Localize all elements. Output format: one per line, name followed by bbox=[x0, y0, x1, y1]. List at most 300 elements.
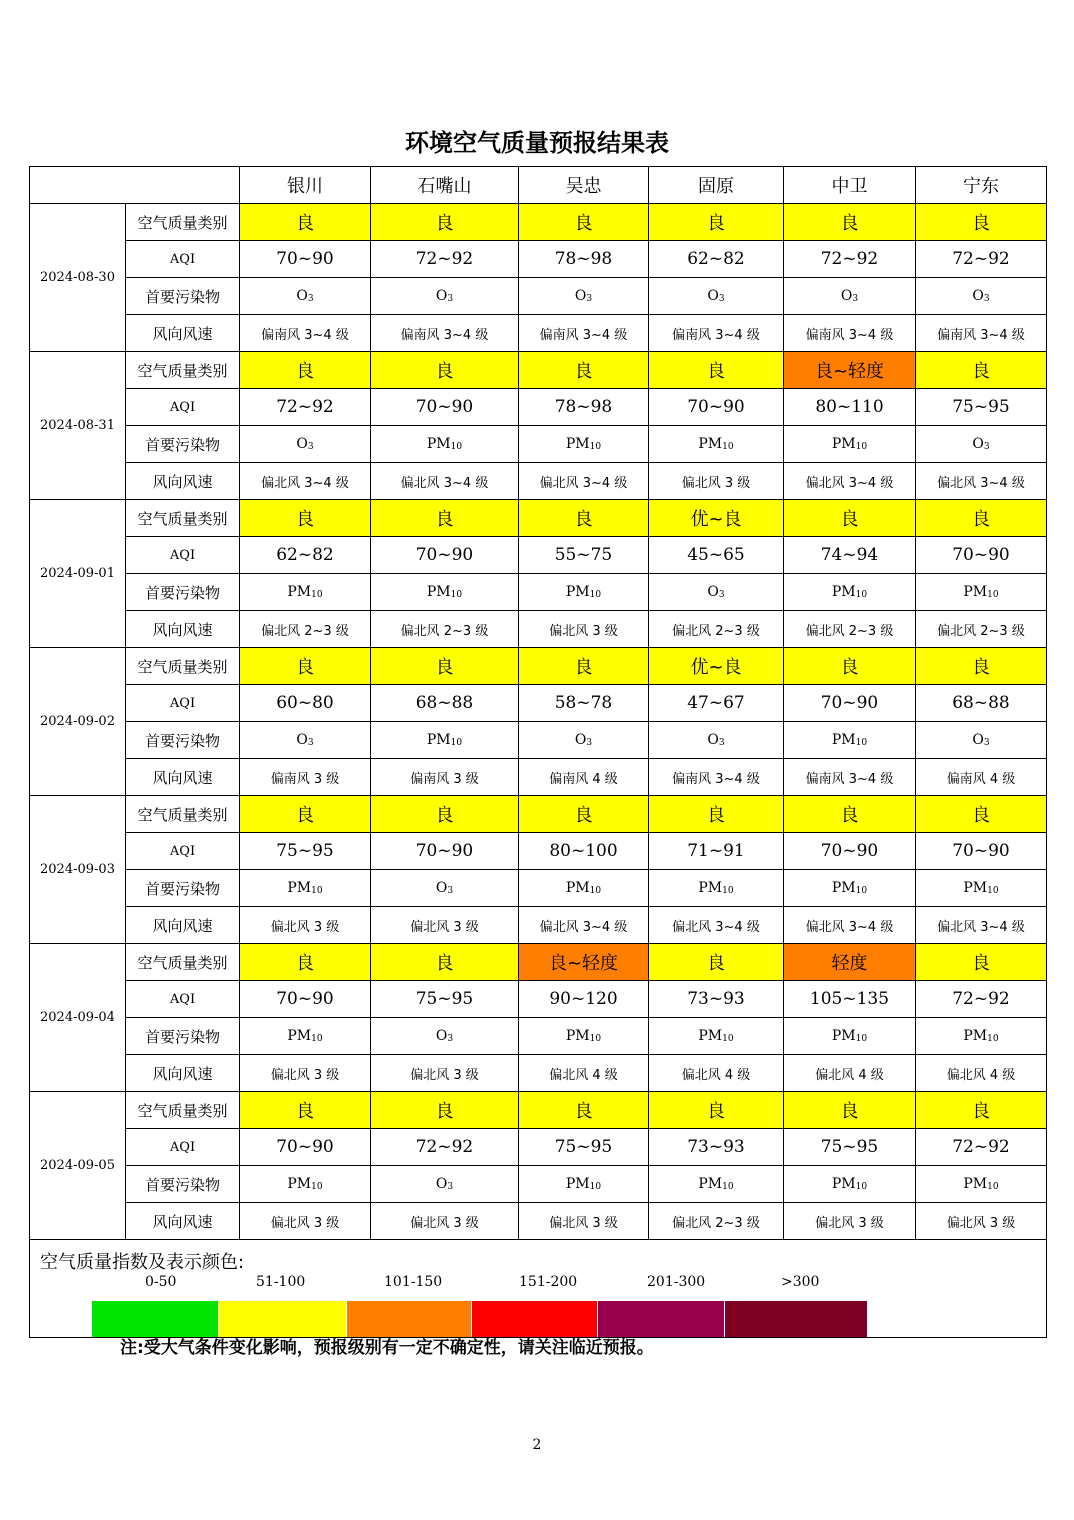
category-cell: 良 bbox=[519, 352, 649, 389]
wind-cell: 偏南风 4 级 bbox=[519, 759, 649, 796]
pollutant-cell bbox=[371, 574, 519, 611]
wind-cell: 偏南风 4 级 bbox=[916, 759, 1047, 796]
pollutant-name: O bbox=[707, 288, 719, 304]
pollutant-subscript: 10 bbox=[987, 1182, 999, 1192]
wind-cell: 偏北风 2~3 级 bbox=[916, 611, 1047, 648]
table-row bbox=[30, 1129, 1047, 1166]
row-label-category: 空气质量类别 bbox=[126, 944, 240, 981]
aqi-cell: 70~90 bbox=[784, 833, 916, 870]
wind-cell: 偏北风 2~3 级 bbox=[649, 611, 784, 648]
pollutant-name: O bbox=[574, 732, 587, 748]
city-header: 固原 bbox=[649, 167, 784, 204]
table-row bbox=[30, 574, 1047, 611]
aqi-cell: 72~92 bbox=[916, 1129, 1047, 1166]
wind-cell: 偏南风 3~4 级 bbox=[240, 315, 371, 352]
legend-swatch bbox=[598, 1301, 724, 1337]
wind-cell: 偏北风 3 级 bbox=[916, 1203, 1047, 1240]
aqi-cell: 71~91 bbox=[649, 833, 784, 870]
pollutant-cell bbox=[649, 1018, 784, 1055]
category-cell: 良 bbox=[240, 352, 371, 389]
page-title: 环境空气质量预报结果表 bbox=[405, 129, 669, 157]
wind-cell: 偏北风 3~4 级 bbox=[519, 463, 649, 500]
aqi-cell: 70~90 bbox=[916, 833, 1047, 870]
wind-cell: 偏北风 3~4 级 bbox=[916, 463, 1047, 500]
category-cell: 良 bbox=[371, 352, 519, 389]
wind-cell: 偏南风 3~4 级 bbox=[519, 315, 649, 352]
category-cell: 良 bbox=[371, 648, 519, 685]
pollutant-cell bbox=[240, 1018, 371, 1055]
row-label-aqi: AQI bbox=[126, 537, 240, 574]
row-label-pollutant: 首要污染物 bbox=[126, 1166, 240, 1203]
pollutant-name: O bbox=[574, 288, 587, 304]
wind-cell: 偏北风 3 级 bbox=[371, 1055, 519, 1092]
pollutant-subscript: 10 bbox=[311, 1034, 323, 1044]
pollutant-subscript: 10 bbox=[855, 886, 868, 896]
pollutant-cell bbox=[371, 1018, 519, 1055]
pollutant-name: O bbox=[296, 288, 308, 304]
pollutant-name: PM bbox=[565, 436, 590, 452]
pollutant-subscript: 10 bbox=[855, 590, 868, 600]
aqi-cell: 70~90 bbox=[649, 389, 784, 426]
row-label-pollutant: 首要污染物 bbox=[126, 722, 240, 759]
wind-cell: 偏北风 3 级 bbox=[519, 1203, 649, 1240]
pollutant-subscript: 3 bbox=[983, 294, 990, 304]
category-cell: 良 bbox=[240, 648, 371, 685]
legend-swatch bbox=[92, 1301, 218, 1337]
table-row bbox=[30, 1166, 1047, 1203]
pollutant-name: O bbox=[296, 732, 308, 748]
pollutant-name: PM bbox=[565, 880, 590, 896]
row-label-wind: 风向风速 bbox=[126, 907, 240, 944]
table-row bbox=[30, 1203, 1047, 1240]
pollutant-cell bbox=[519, 870, 649, 907]
pollutant-name: PM bbox=[831, 732, 856, 748]
pollutant-name: O bbox=[972, 288, 984, 304]
aqi-cell: 75~95 bbox=[784, 1129, 916, 1166]
pollutant-subscript: 10 bbox=[855, 738, 868, 748]
wind-cell: 偏北风 3~4 级 bbox=[784, 907, 916, 944]
table-row bbox=[30, 870, 1047, 907]
aqi-cell: 58~78 bbox=[519, 685, 649, 722]
date-cell: 2024-09-04 bbox=[30, 944, 126, 1092]
pollutant-subscript: 3 bbox=[718, 294, 725, 304]
city-header: 银川 bbox=[240, 167, 371, 204]
wind-cell: 偏北风 3~4 级 bbox=[784, 463, 916, 500]
pollutant-cell bbox=[371, 426, 519, 463]
category-cell: 良 bbox=[519, 796, 649, 833]
wind-cell: 偏南风 3~4 级 bbox=[649, 315, 784, 352]
aqi-cell: 75~95 bbox=[240, 833, 371, 870]
wind-cell: 偏北风 3~4 级 bbox=[519, 907, 649, 944]
category-cell: 优~良 bbox=[649, 500, 784, 537]
row-label-category: 空气质量类别 bbox=[126, 1092, 240, 1129]
pollutant-name: PM bbox=[963, 584, 988, 600]
pollutant-name: PM bbox=[565, 1176, 590, 1192]
wind-cell: 偏北风 3 级 bbox=[240, 907, 371, 944]
category-cell: 优~良 bbox=[649, 648, 784, 685]
table-row bbox=[30, 907, 1047, 944]
pollutant-name: O bbox=[707, 732, 719, 748]
pollutant-subscript: 10 bbox=[722, 1034, 734, 1044]
pollutant-subscript: 10 bbox=[987, 886, 999, 896]
aqi-cell: 68~88 bbox=[371, 685, 519, 722]
row-label-wind: 风向风速 bbox=[126, 1203, 240, 1240]
pollutant-name: PM bbox=[831, 1028, 856, 1044]
wind-cell: 偏北风 3 级 bbox=[784, 1203, 916, 1240]
forecast-note: 注:受大气条件变化影响，预报级别有一定不确定性，请关注临近预报。 bbox=[120, 1338, 654, 1358]
legend-swatch bbox=[219, 1301, 346, 1337]
table-row bbox=[30, 1018, 1047, 1055]
pollutant-name: PM bbox=[831, 436, 856, 452]
wind-cell: 偏北风 3~4 级 bbox=[649, 907, 784, 944]
aqi-cell: 74~94 bbox=[784, 537, 916, 574]
pollutant-subscript: 10 bbox=[311, 590, 323, 600]
wind-cell: 偏北风 4 级 bbox=[784, 1055, 916, 1092]
legend-range-label: 51-100 bbox=[256, 1274, 306, 1290]
pollutant-cell bbox=[649, 1166, 784, 1203]
category-cell: 良 bbox=[371, 944, 519, 981]
aqi-cell: 70~90 bbox=[371, 833, 519, 870]
pollutant-subscript: 10 bbox=[450, 442, 463, 452]
table-row bbox=[30, 315, 1047, 352]
aqi-cell: 75~95 bbox=[519, 1129, 649, 1166]
city-header: 宁东 bbox=[916, 167, 1047, 204]
legend-swatch bbox=[725, 1301, 867, 1337]
pollutant-cell bbox=[240, 574, 371, 611]
table-row bbox=[30, 500, 1047, 537]
pollutant-name: O bbox=[972, 436, 984, 452]
pollutant-cell bbox=[240, 426, 371, 463]
pollutant-cell bbox=[240, 722, 371, 759]
pollutant-subscript: 10 bbox=[722, 1182, 734, 1192]
pollutant-subscript: 3 bbox=[447, 886, 454, 896]
pollutant-name: PM bbox=[831, 584, 856, 600]
pollutant-name: PM bbox=[698, 880, 723, 896]
legend-range-label: 101-150 bbox=[384, 1274, 443, 1290]
pollutant-cell bbox=[649, 574, 784, 611]
pollutant-name: O bbox=[972, 732, 984, 748]
pollutant-subscript: 3 bbox=[718, 738, 725, 748]
aqi-cell: 60~80 bbox=[240, 685, 371, 722]
pollutant-cell bbox=[916, 426, 1047, 463]
category-cell: 良 bbox=[649, 796, 784, 833]
pollutant-cell bbox=[371, 722, 519, 759]
aqi-cell: 70~90 bbox=[371, 389, 519, 426]
row-label-category: 空气质量类别 bbox=[126, 500, 240, 537]
pollutant-name: O bbox=[296, 436, 308, 452]
row-label-category: 空气质量类别 bbox=[126, 648, 240, 685]
city-header: 吴忠 bbox=[519, 167, 649, 204]
pollutant-cell bbox=[784, 574, 916, 611]
category-cell: 良 bbox=[784, 500, 916, 537]
pollutant-cell bbox=[784, 1166, 916, 1203]
category-cell: 良 bbox=[916, 352, 1047, 389]
category-cell: 轻度 bbox=[784, 944, 916, 981]
aqi-cell: 68~88 bbox=[916, 685, 1047, 722]
row-label-aqi: AQI bbox=[126, 241, 240, 278]
category-cell: 良 bbox=[916, 204, 1047, 241]
row-label-wind: 风向风速 bbox=[126, 611, 240, 648]
row-label-pollutant: 首要污染物 bbox=[126, 870, 240, 907]
row-label-wind: 风向风速 bbox=[126, 759, 240, 796]
pollutant-name: PM bbox=[831, 880, 856, 896]
legend-row bbox=[30, 1240, 1047, 1338]
wind-cell: 偏北风 2~3 级 bbox=[371, 611, 519, 648]
pollutant-name: O bbox=[435, 288, 448, 304]
legend-range-label: 151-200 bbox=[519, 1274, 578, 1290]
wind-cell: 偏北风 3 级 bbox=[240, 1055, 371, 1092]
row-label-wind: 风向风速 bbox=[126, 463, 240, 500]
pollutant-name: O bbox=[435, 1028, 448, 1044]
aqi-cell: 47~67 bbox=[649, 685, 784, 722]
aqi-cell: 72~92 bbox=[371, 1129, 519, 1166]
category-cell: 良 bbox=[649, 352, 784, 389]
pollutant-name: PM bbox=[963, 880, 988, 896]
table-row bbox=[30, 537, 1047, 574]
pollutant-subscript: 3 bbox=[983, 442, 990, 452]
aqi-cell: 70~90 bbox=[240, 241, 371, 278]
pollutant-cell bbox=[371, 870, 519, 907]
pollutant-subscript: 10 bbox=[450, 590, 463, 600]
pollutant-cell bbox=[916, 1166, 1047, 1203]
wind-cell: 偏南风 3~4 级 bbox=[371, 315, 519, 352]
category-cell: 良 bbox=[784, 796, 916, 833]
pollutant-subscript: 10 bbox=[855, 1034, 868, 1044]
pollutant-cell bbox=[649, 722, 784, 759]
row-label-category: 空气质量类别 bbox=[126, 796, 240, 833]
pollutant-name: PM bbox=[287, 1028, 312, 1044]
aqi-cell: 80~100 bbox=[519, 833, 649, 870]
category-cell: 良 bbox=[240, 1092, 371, 1129]
pollutant-cell bbox=[916, 574, 1047, 611]
aqi-cell: 72~92 bbox=[916, 241, 1047, 278]
aqi-cell: 72~92 bbox=[371, 241, 519, 278]
aqi-cell: 78~98 bbox=[519, 389, 649, 426]
pollutant-cell bbox=[240, 1166, 371, 1203]
row-label-pollutant: 首要污染物 bbox=[126, 426, 240, 463]
aqi-cell: 73~93 bbox=[649, 981, 784, 1018]
table-row bbox=[30, 796, 1047, 833]
pollutant-name: PM bbox=[565, 1028, 590, 1044]
pollutant-cell bbox=[916, 722, 1047, 759]
wind-cell: 偏北风 3 级 bbox=[649, 463, 784, 500]
aqi-cell: 70~90 bbox=[240, 981, 371, 1018]
pollutant-subscript: 10 bbox=[589, 442, 602, 452]
wind-cell: 偏南风 3~4 级 bbox=[784, 759, 916, 796]
pollutant-subscript: 10 bbox=[589, 886, 602, 896]
wind-cell: 偏南风 3~4 级 bbox=[916, 315, 1047, 352]
row-label-pollutant: 首要污染物 bbox=[126, 278, 240, 315]
category-cell: 良 bbox=[916, 796, 1047, 833]
pollutant-cell bbox=[649, 278, 784, 315]
table-row bbox=[30, 1092, 1047, 1129]
pollutant-subscript: 10 bbox=[987, 590, 999, 600]
legend-range-label: >300 bbox=[781, 1274, 820, 1290]
aqi-cell: 72~92 bbox=[784, 241, 916, 278]
wind-cell: 偏北风 3 级 bbox=[240, 1203, 371, 1240]
pollutant-subscript: 10 bbox=[722, 442, 734, 452]
category-cell: 良 bbox=[916, 1092, 1047, 1129]
pollutant-name: PM bbox=[565, 584, 590, 600]
wind-cell: 偏北风 4 级 bbox=[519, 1055, 649, 1092]
pollutant-subscript: 10 bbox=[722, 886, 734, 896]
aqi-cell: 80~110 bbox=[784, 389, 916, 426]
pollutant-cell bbox=[519, 574, 649, 611]
pollutant-name: PM bbox=[963, 1176, 988, 1192]
pollutant-cell bbox=[784, 278, 916, 315]
pollutant-subscript: 3 bbox=[852, 294, 859, 304]
pollutant-cell bbox=[649, 870, 784, 907]
row-label-pollutant: 首要污染物 bbox=[126, 1018, 240, 1055]
pollutant-cell bbox=[519, 1018, 649, 1055]
wind-cell: 偏北风 3 级 bbox=[519, 611, 649, 648]
wind-cell: 偏南风 3~4 级 bbox=[649, 759, 784, 796]
date-cell: 2024-08-31 bbox=[30, 352, 126, 500]
aqi-cell: 72~92 bbox=[240, 389, 371, 426]
aqi-cell: 72~92 bbox=[916, 981, 1047, 1018]
pollutant-name: PM bbox=[698, 436, 723, 452]
legend-swatch bbox=[472, 1301, 597, 1337]
table-row bbox=[30, 722, 1047, 759]
wind-cell: 偏北风 3 级 bbox=[371, 1203, 519, 1240]
table-row bbox=[30, 389, 1047, 426]
pollutant-subscript: 3 bbox=[307, 294, 314, 304]
page-number: 2 bbox=[532, 1437, 542, 1453]
aqi-cell: 62~82 bbox=[649, 241, 784, 278]
date-cell: 2024-09-05 bbox=[30, 1092, 126, 1240]
wind-cell: 偏北风 3~4 级 bbox=[371, 463, 519, 500]
pollutant-cell bbox=[519, 722, 649, 759]
legend-title: 空气质量指数及表示颜色: bbox=[40, 1252, 245, 1273]
row-label-wind: 风向风速 bbox=[126, 1055, 240, 1092]
aqi-cell: 62~82 bbox=[240, 537, 371, 574]
pollutant-subscript: 3 bbox=[447, 294, 454, 304]
row-label-category: 空气质量类别 bbox=[126, 352, 240, 389]
category-cell: 良 bbox=[240, 944, 371, 981]
row-label-aqi: AQI bbox=[126, 981, 240, 1018]
row-label-pollutant: 首要污染物 bbox=[126, 574, 240, 611]
aqi-cell: 70~90 bbox=[240, 1129, 371, 1166]
category-cell: 良 bbox=[916, 944, 1047, 981]
pollutant-subscript: 10 bbox=[311, 1182, 323, 1192]
wind-cell: 偏南风 3~4 级 bbox=[784, 315, 916, 352]
pollutant-name: O bbox=[840, 288, 853, 304]
pollutant-name: PM bbox=[426, 436, 451, 452]
pollutant-subscript: 3 bbox=[307, 738, 314, 748]
forecast-table bbox=[29, 166, 1047, 1338]
pollutant-subscript: 10 bbox=[589, 1034, 602, 1044]
pollutant-subscript: 3 bbox=[307, 442, 314, 452]
pollutant-name: PM bbox=[287, 880, 312, 896]
table-row bbox=[30, 944, 1047, 981]
header-row bbox=[30, 167, 1047, 204]
pollutant-cell bbox=[784, 722, 916, 759]
aqi-cell: 70~90 bbox=[371, 537, 519, 574]
aqi-cell: 73~93 bbox=[649, 1129, 784, 1166]
date-cell: 2024-08-30 bbox=[30, 204, 126, 352]
aqi-cell: 70~90 bbox=[916, 537, 1047, 574]
pollutant-subscript: 3 bbox=[586, 294, 593, 304]
table-row bbox=[30, 426, 1047, 463]
pollutant-cell bbox=[240, 870, 371, 907]
wind-cell: 偏北风 2~3 级 bbox=[784, 611, 916, 648]
pollutant-subscript: 3 bbox=[718, 590, 725, 600]
category-cell: 良 bbox=[240, 204, 371, 241]
category-cell: 良 bbox=[649, 1092, 784, 1129]
legend-range-label: 0-50 bbox=[145, 1274, 177, 1290]
wind-cell: 偏南风 3 级 bbox=[240, 759, 371, 796]
pollutant-subscript: 3 bbox=[447, 1034, 454, 1044]
pollutant-name: PM bbox=[698, 1028, 723, 1044]
city-header: 中卫 bbox=[784, 167, 916, 204]
table-row bbox=[30, 833, 1047, 870]
pollutant-name: PM bbox=[287, 584, 312, 600]
category-cell: 良 bbox=[240, 796, 371, 833]
category-cell: 良 bbox=[916, 648, 1047, 685]
aqi-cell: 78~98 bbox=[519, 241, 649, 278]
category-cell: 良 bbox=[519, 648, 649, 685]
pollutant-cell bbox=[519, 278, 649, 315]
wind-cell: 偏北风 3~4 级 bbox=[240, 463, 371, 500]
category-cell: 良 bbox=[371, 1092, 519, 1129]
pollutant-cell bbox=[784, 870, 916, 907]
header-corner bbox=[30, 167, 240, 204]
category-cell: 良~轻度 bbox=[519, 944, 649, 981]
row-label-aqi: AQI bbox=[126, 1129, 240, 1166]
wind-cell: 偏北风 4 级 bbox=[916, 1055, 1047, 1092]
category-cell: 良 bbox=[784, 204, 916, 241]
aqi-cell: 55~75 bbox=[519, 537, 649, 574]
row-label-aqi: AQI bbox=[126, 389, 240, 426]
category-cell: 良 bbox=[371, 500, 519, 537]
wind-cell: 偏北风 3 级 bbox=[371, 907, 519, 944]
pollutant-cell bbox=[519, 426, 649, 463]
aqi-cell: 90~120 bbox=[519, 981, 649, 1018]
row-label-aqi: AQI bbox=[126, 833, 240, 870]
category-cell: 良 bbox=[519, 1092, 649, 1129]
pollutant-cell bbox=[649, 426, 784, 463]
aqi-cell: 45~65 bbox=[649, 537, 784, 574]
aqi-cell: 70~90 bbox=[784, 685, 916, 722]
category-cell: 良 bbox=[519, 500, 649, 537]
table-row bbox=[30, 759, 1047, 796]
category-cell: 良 bbox=[371, 204, 519, 241]
pollutant-subscript: 3 bbox=[586, 738, 593, 748]
table-row bbox=[30, 1055, 1047, 1092]
pollutant-subscript: 3 bbox=[447, 1182, 454, 1192]
pollutant-cell bbox=[371, 1166, 519, 1203]
legend-swatch bbox=[347, 1301, 471, 1337]
date-cell: 2024-09-02 bbox=[30, 648, 126, 796]
category-cell: 良 bbox=[240, 500, 371, 537]
aqi-cell: 105~135 bbox=[784, 981, 916, 1018]
pollutant-cell bbox=[916, 278, 1047, 315]
table-row bbox=[30, 241, 1047, 278]
date-cell: 2024-09-03 bbox=[30, 796, 126, 944]
wind-cell: 偏北风 4 级 bbox=[649, 1055, 784, 1092]
category-cell: 良 bbox=[649, 944, 784, 981]
category-cell: 良~轻度 bbox=[784, 352, 916, 389]
category-cell: 良 bbox=[916, 500, 1047, 537]
pollutant-name: PM bbox=[426, 584, 451, 600]
table-row bbox=[30, 648, 1047, 685]
pollutant-cell bbox=[784, 426, 916, 463]
category-cell: 良 bbox=[371, 796, 519, 833]
pollutant-name: O bbox=[435, 880, 448, 896]
pollutant-subscript: 10 bbox=[589, 1182, 602, 1192]
table-row bbox=[30, 685, 1047, 722]
pollutant-name: O bbox=[707, 584, 719, 600]
